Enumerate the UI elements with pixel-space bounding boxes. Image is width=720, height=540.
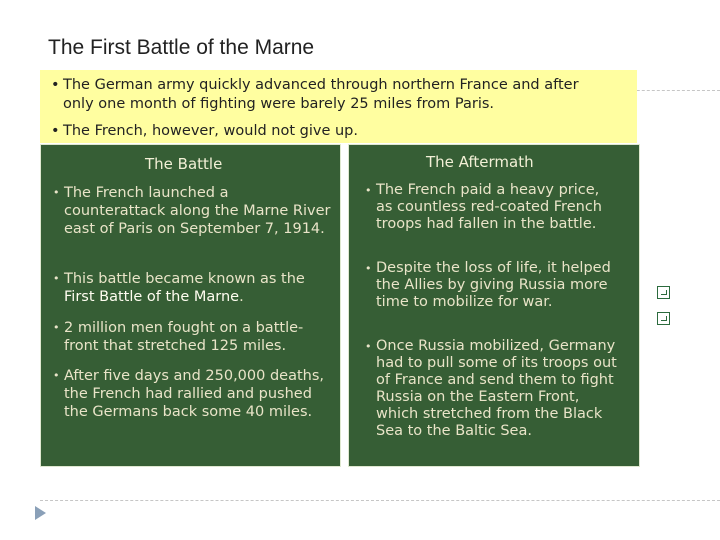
aftermath-item-text: Despite the loss of life, it helped the Allies by giving Russia more time to mobilize for war. [376,260,611,310]
battle-item-3 [53,319,333,355]
battle-item-text-pre: This battle became known as the [64,271,305,287]
slide-title: The First Battle of the Marne [48,36,315,59]
footer-divider [40,500,720,501]
battle-item-2 [53,270,333,306]
aftermath-item-3 [365,338,620,440]
intro-bullet-2 [51,122,611,141]
aftermath-item-text: The French paid a heavy price, as countless red-coated French troops had fallen in the battle. [376,182,602,232]
aftermath-item-1 [365,182,620,233]
aftermath-item-2 [365,260,620,311]
bullet-dot: • [53,369,60,382]
battle-item-1 [53,184,333,238]
battle-item-4 [53,367,333,421]
battle-name-emphasis: First Battle of the Marne [64,289,240,305]
bullet-dot: • [365,340,372,353]
battle-item-text-post: . [239,289,244,305]
battle-panel-heading: The Battle [145,155,223,173]
intro-bullet-text: The French, however, would not give up. [63,123,358,139]
aftermath-item-text: Once Russia mobilized, Germany had to pull some of its troops out of France and send them to fight Russia on the Eastern Front, which stretched from the Black Sea to the Baltic Sea. [376,338,617,439]
bullet-dot: • [53,321,60,334]
bullet-dot: • [51,77,60,93]
bullet-dot: • [365,262,372,275]
battle-item-text: The French launched a counterattack along the Marne River east of Paris on September 7, 1914. [64,185,331,237]
battle-item-text: After five days and 250,000 deaths, the French had rallied and pushed the Germans back some 40 miles. [64,368,325,420]
bullet-dot: • [51,123,60,139]
battle-item-text: 2 million men fought on a battle-front that stretched 125 miles. [64,320,304,354]
intro-bullet-text: The German army quickly advanced through northern France and after only one month of fighting were barely 25 miles from Paris. [63,77,579,112]
battle-panel [40,144,341,467]
battle-item-text [64,270,333,306]
checkbox-icon[interactable] [657,286,670,299]
bullet-dot: • [365,184,372,197]
checkbox-icon[interactable] [657,312,670,325]
bullet-dot: • [53,272,60,285]
aftermath-panel [348,144,640,467]
bullet-dot: • [53,186,60,199]
intro-bullet-1 [51,76,611,114]
aftermath-panel-heading: The Aftermath [426,153,534,171]
next-slide-arrow-icon[interactable] [35,506,46,520]
